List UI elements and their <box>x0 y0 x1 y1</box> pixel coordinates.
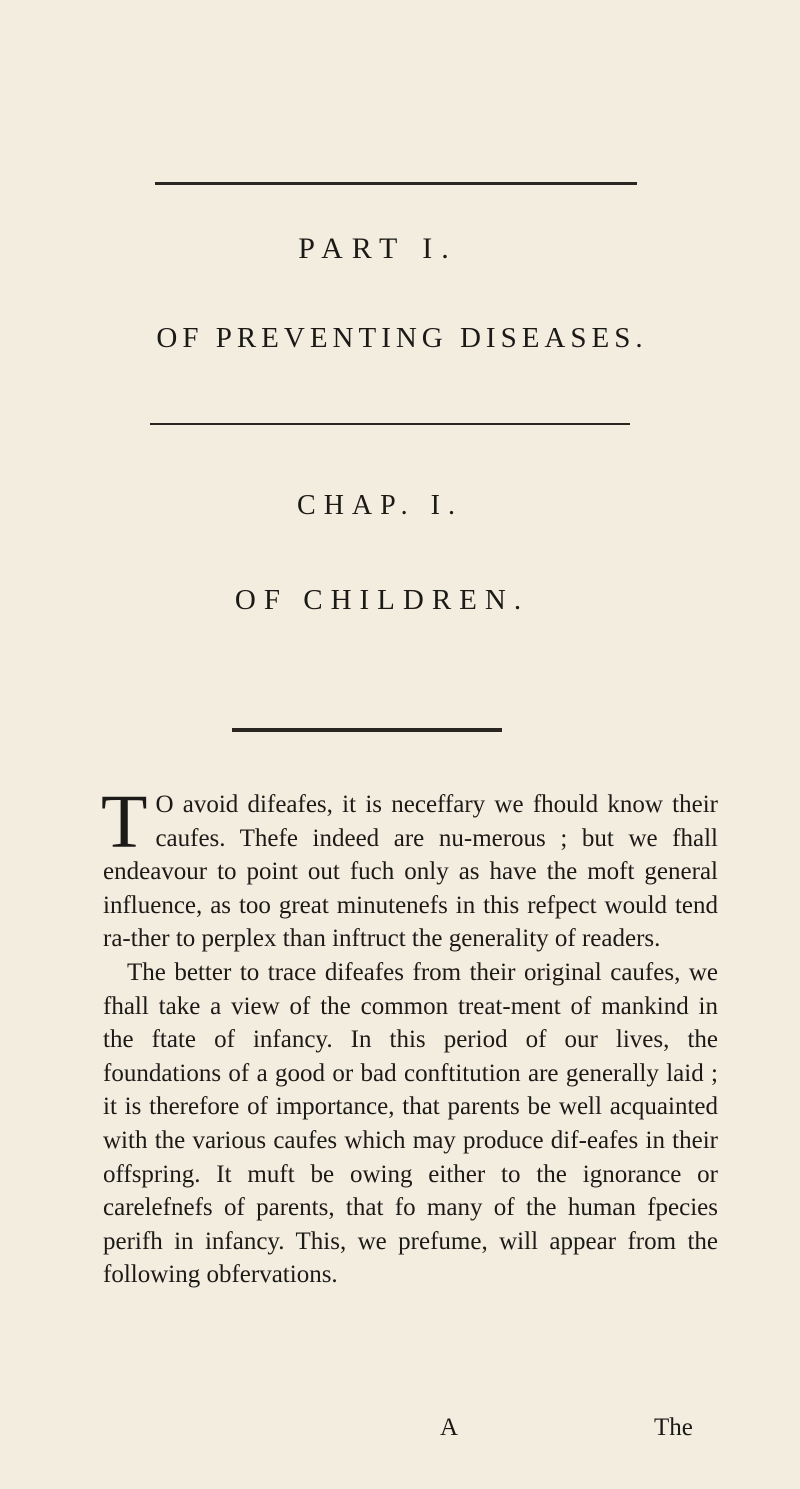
chapter-title: CHAP. I. <box>297 490 463 521</box>
drop-cap: T <box>101 780 148 864</box>
signature-mark: A <box>440 1414 459 1441</box>
chapter-subject: OF CHILDREN. <box>234 584 530 616</box>
paragraph: The better to trace difeafes from their original caufes, we fhall take a view of the common treat-ment of mankind in the ftate of infancy. In this period of our lives, the foundations of a good or bad conftitution are generally laid ; it is therefore of importance, that parents be well acquainted with the various caufes which may produce dif-eafes in their offspring. It muft be owing either to the ignorance or carelefnefs of parents, that fo many of the human fpecies perifh in infancy. This, we prefume, will appear from the following obfervations. <box>103 958 718 1289</box>
paragraph-text: O avoid difeafes, it is neceffary we fhould know their caufes. Thefe indeed are nu-merous ; but we fhall endeavour to point out fuch only as have the moft general influence, as too great minutenefs in this refpect would tend ra-ther to perplex than inftruct the generality of readers. <box>103 791 718 953</box>
top-rule <box>155 182 637 185</box>
catchword: The <box>654 1414 693 1441</box>
middle-rule <box>150 423 630 425</box>
section-title: OF PREVENTING DISEASES. <box>156 322 648 354</box>
chapter-rule <box>232 728 502 732</box>
paragraph <box>101 780 718 956</box>
part-title: PART I. <box>298 232 458 265</box>
body-text <box>101 780 718 1292</box>
